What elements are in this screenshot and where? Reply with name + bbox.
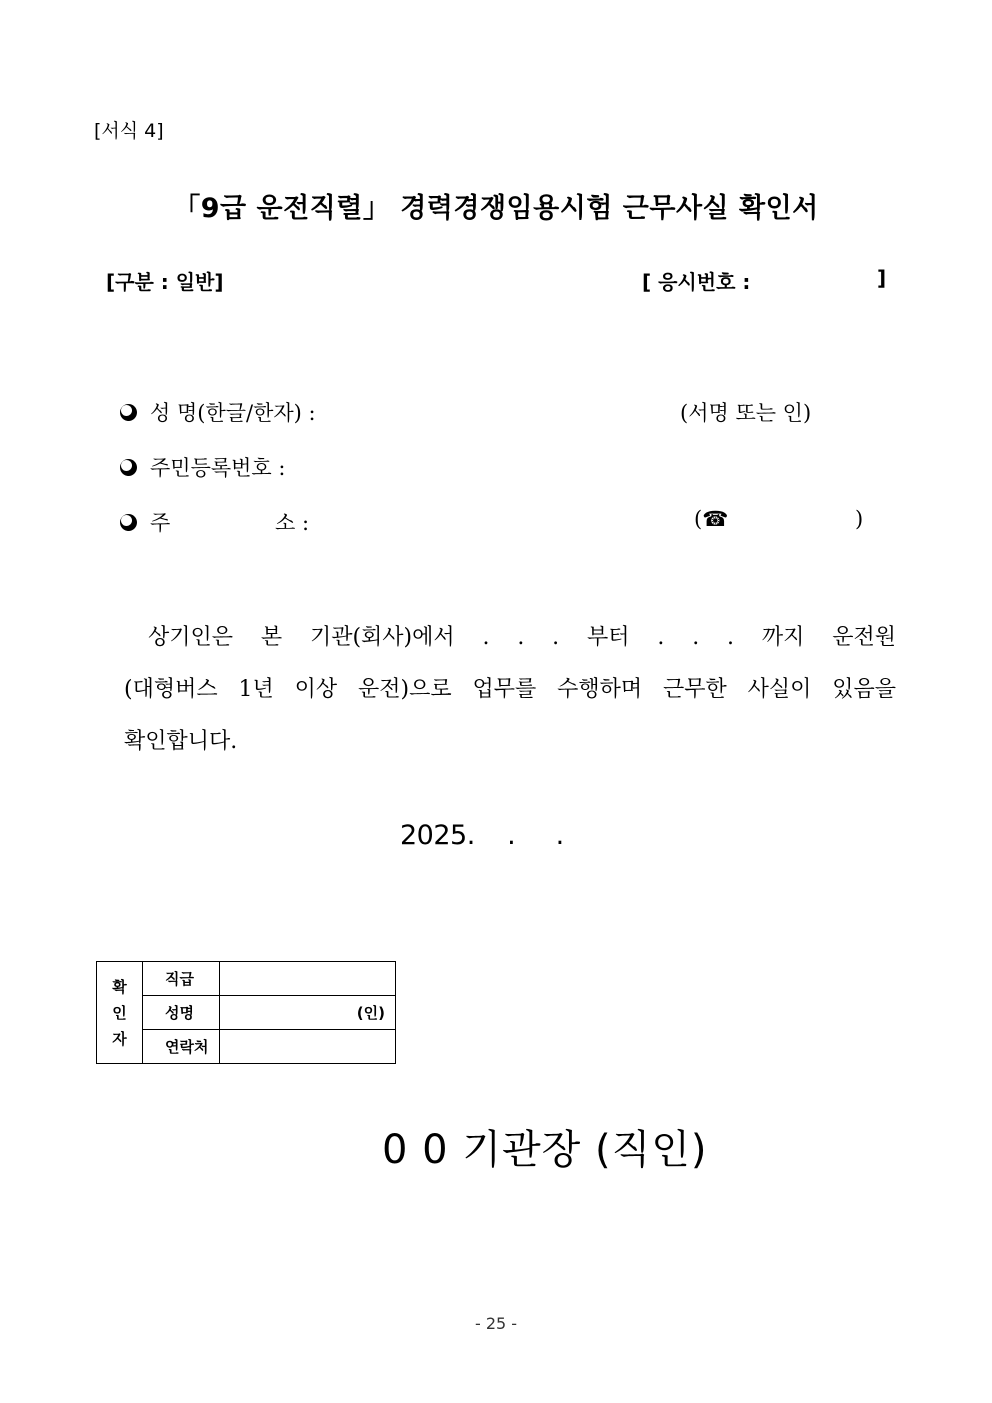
phone-label: (☎: [694, 507, 729, 531]
rank-value[interactable]: [220, 962, 396, 996]
side-char: 확: [112, 977, 127, 996]
body-line-2: (대형버스 1년 이상 운전)으로 업무를 수행하며 근무한 사실이 있음을: [124, 677, 896, 702]
address-field: [120, 507, 170, 537]
table-row: [97, 962, 396, 996]
name-label: 성 명(한글/한자) :: [150, 401, 316, 425]
contact-value[interactable]: [220, 1030, 396, 1064]
circle-bullet-icon: [120, 514, 138, 532]
body-line-3: 확인합니다.: [124, 729, 238, 754]
circle-bullet-icon: [120, 459, 138, 477]
name-cell-value[interactable]: (인): [220, 996, 396, 1030]
agency-head-seal: 0 0 기관장 (직인): [382, 1127, 708, 1173]
name-cell-label: 성명: [143, 996, 220, 1030]
confirmer-table: [96, 961, 396, 1064]
side-char: 인: [112, 1003, 127, 1022]
signature-note: (서명 또는 인): [680, 401, 812, 425]
form-number: [서식 4]: [94, 120, 164, 142]
name-field: [120, 397, 316, 427]
resident-number-field: [120, 452, 285, 482]
rank-label: 직급: [143, 962, 220, 996]
category-label: [구분 : 일반]: [106, 270, 224, 294]
confirmer-side-label: [97, 962, 143, 1064]
date: 2025. . .: [400, 820, 564, 851]
document-title: 「9급 운전직렬」 경력경쟁임용시험 근무사실 확인서: [173, 193, 819, 224]
address-label-a: 주: [150, 511, 171, 535]
address-label-b: 소 :: [275, 511, 310, 535]
body-line-1: 상기인은 본 기관(회사)에서 . . . 부터 . . . 까지 운전원: [148, 625, 896, 650]
side-char: 자: [112, 1029, 127, 1048]
application-number-close: ]: [877, 266, 887, 290]
resident-number-label: 주민등록번호 :: [150, 456, 286, 480]
application-number-label: [ 응시번호 :: [642, 270, 751, 294]
circle-bullet-icon: [120, 404, 138, 422]
page-number: - 25 -: [474, 1314, 518, 1333]
contact-label: 연락처: [143, 1030, 220, 1064]
phone-close: ): [855, 507, 864, 531]
